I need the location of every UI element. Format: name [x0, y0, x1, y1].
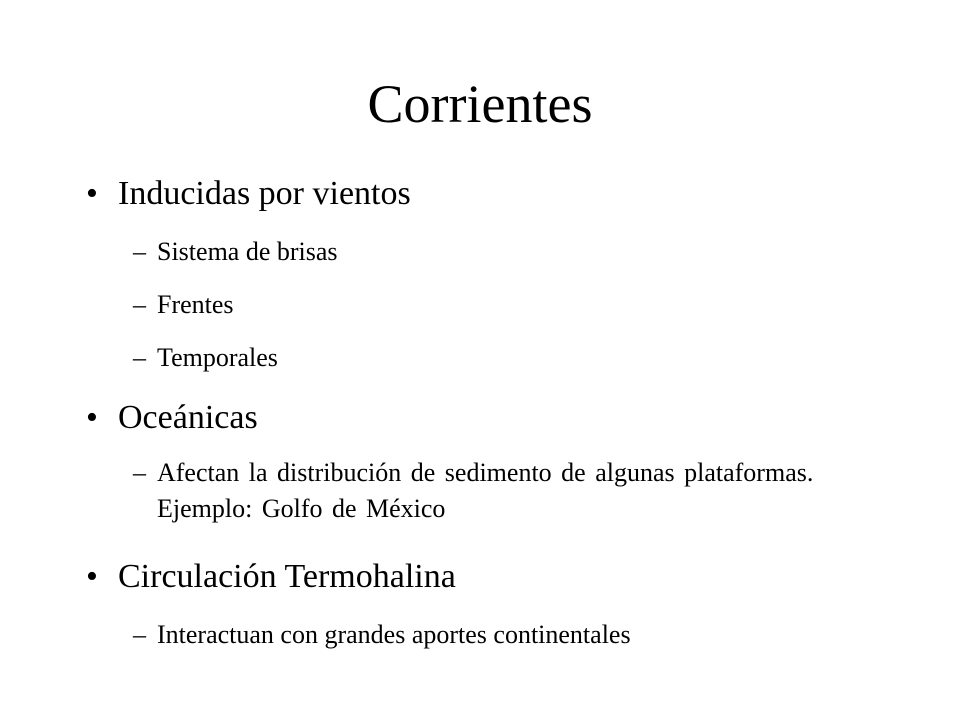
- sub-bullet-marker: –: [133, 343, 146, 372]
- sub-bullet-marker: –: [133, 290, 146, 319]
- sub-bullet-text: Afectan la distribución de sedimento de algunas plataformas. Ejemplo: Golfo de México: [157, 458, 814, 523]
- bullet-text: Inducidas por vientos: [118, 175, 411, 212]
- sub-bullet-marker: –: [133, 237, 146, 266]
- sub-bullet-marker: –: [133, 458, 146, 487]
- sub-bullet-text: Frentes: [157, 290, 234, 319]
- bullet-marker: •: [86, 558, 98, 595]
- bullet-marker: •: [86, 175, 98, 212]
- sub-bullet-text: Sistema de brisas: [157, 237, 338, 266]
- bullet-text: Circulación Termohalina: [118, 558, 456, 595]
- bullet-marker: •: [86, 399, 98, 436]
- sub-bullet-marker: –: [133, 620, 146, 649]
- sub-bullet-text: Interactuan con grandes aportes continentales: [157, 620, 631, 649]
- bullet-text: Oceánicas: [118, 399, 258, 436]
- slide-title: Corrientes: [367, 74, 593, 134]
- sub-bullet-text: Temporales: [157, 343, 278, 372]
